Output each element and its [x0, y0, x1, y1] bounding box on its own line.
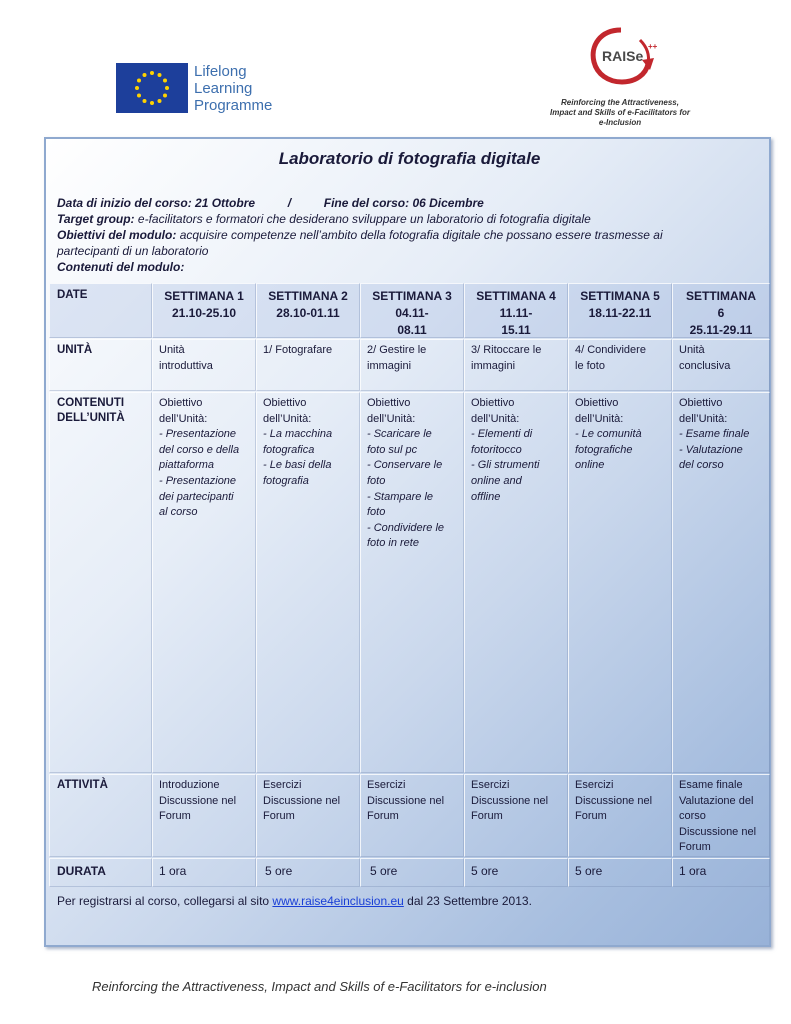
content-objective-line: dell’Unità: — [575, 412, 624, 425]
activity-line: Discussione nel — [159, 794, 237, 807]
content-objective-line: Obiettivo — [263, 397, 307, 409]
target-group — [57, 211, 757, 227]
week-1-title: SETTIMANA 1 — [164, 289, 244, 303]
activity-line: Esercizi — [263, 779, 302, 791]
objectives — [57, 227, 757, 243]
week-6-header — [672, 283, 770, 338]
week-4-header — [464, 283, 568, 338]
week-1-duration: 1 ora — [152, 858, 256, 887]
date-separator: / — [287, 196, 292, 210]
content-line: online — [575, 459, 605, 472]
week-3-unit-line-1: 2/ Gestire le — [367, 344, 427, 356]
page-footer: Reinforcing the Attractiveness, Impact and Skills of e-Facilitators for e-inclusion — [92, 979, 547, 994]
week-6-duration: 1 ora — [672, 858, 770, 887]
content-objective-line: dell’Unità: — [159, 412, 208, 425]
row-label-unita: UNITÀ — [49, 339, 152, 391]
course-meta — [57, 195, 757, 275]
course-dates — [57, 195, 757, 211]
content-line: foto sul pc — [367, 443, 418, 456]
week-5-activity — [568, 774, 672, 857]
content-line: foto — [367, 474, 386, 487]
content-line: - Valutazione — [679, 443, 743, 456]
content-line: - Scaricare le — [367, 428, 432, 441]
contents-label-text: Contenuti del modulo: — [57, 260, 185, 274]
content-line: - Stampare le — [367, 490, 434, 503]
content-line: offline — [471, 490, 501, 503]
week-5-unit — [568, 339, 672, 391]
content-line: - Le basi della — [263, 459, 332, 472]
activity-line: Esercizi — [575, 779, 614, 791]
week-2-dates: 28.10-01.11 — [276, 306, 340, 320]
row-label-attivita: ATTIVITÀ — [49, 774, 152, 857]
content-objective-line: Obiettivo — [575, 397, 619, 409]
eu-flag-icon — [116, 63, 188, 113]
week-4-dates-start: 11.11- — [499, 306, 533, 320]
activity-line: Forum — [159, 810, 191, 823]
table-row-attivita — [49, 774, 770, 857]
week-4-activity — [464, 774, 568, 857]
content-objective-line: dell’Unità: — [263, 412, 312, 425]
content-line: fotografica — [263, 443, 315, 456]
week-5-duration: 5 ore — [568, 858, 672, 887]
content-line: - Le comunità — [575, 428, 642, 441]
week-5-unit-line-1: 4/ Condividere — [575, 344, 646, 356]
week-5-dates: 18.11-22.11 — [588, 306, 652, 320]
week-5-unit-line-2: le foto — [575, 359, 605, 372]
content-line: - Elementi di — [471, 428, 533, 441]
week-3-title: SETTIMANA 3 — [372, 289, 452, 303]
content-line: - Presentazione — [159, 474, 237, 487]
eu-logo-line-2: Learning — [194, 79, 253, 97]
activity-line: Discussione nel — [471, 794, 549, 807]
row-label-contenuti — [49, 392, 152, 773]
content-line: dei partecipanti — [159, 490, 234, 503]
content-objective-line: Obiettivo — [159, 397, 203, 409]
content-line: fotografiche — [575, 443, 633, 456]
content-line: al corso — [159, 506, 198, 519]
week-1-content — [152, 392, 256, 773]
course-panel — [44, 137, 771, 947]
activity-line: Discussione nel — [263, 794, 341, 807]
row-label-date: DATE — [49, 283, 152, 338]
content-line: fotoritocco — [471, 443, 522, 456]
week-4-duration: 5 ore — [464, 858, 568, 887]
week-2-duration: 5 ore — [256, 858, 360, 887]
week-4-content — [464, 392, 568, 773]
week-3-content — [360, 392, 464, 773]
table-row-date — [49, 283, 770, 338]
week-3-header — [360, 283, 464, 338]
week-6-activity — [672, 774, 770, 857]
content-objective-line: Obiettivo — [679, 397, 723, 409]
week-1-unit-line-2: introduttiva — [159, 359, 213, 372]
week-3-unit — [360, 339, 464, 391]
registration-text: Per registrarsi al corso, collegarsi al sito — [57, 894, 273, 908]
week-2-content — [256, 392, 360, 773]
eu-lifelong-learning-logo — [116, 62, 286, 114]
week-3-duration: 5 ore — [360, 858, 464, 887]
week-6-dates: 25.11-29.11 — [689, 323, 753, 337]
week-2-unit-line-1: 1/ Fotografare — [263, 344, 333, 356]
content-line: del corso — [679, 459, 724, 472]
content-line: - Presentazione — [159, 428, 237, 441]
week-6-number: 6 — [717, 306, 725, 320]
week-6-unit-line-2: conclusiva — [679, 359, 731, 372]
content-line: - Gli strumenti — [471, 459, 540, 472]
activity-line: Forum — [263, 810, 295, 823]
content-line: del corso e della — [159, 443, 240, 456]
week-1-unit-line-1: Unità — [159, 344, 185, 356]
week-6-unit — [672, 339, 770, 391]
week-3-unit-line-2: immagini — [367, 359, 412, 372]
week-1-activity — [152, 774, 256, 857]
content-line: - Conservare le — [367, 459, 443, 472]
activity-line: Introduzione — [159, 779, 220, 791]
activity-line: Valutazione del — [679, 794, 754, 807]
start-value: 21 Ottobre — [195, 196, 256, 210]
registration-link[interactable]: www.raise4einclusion.eu — [272, 894, 404, 908]
eu-logo-line-3: Programme — [194, 96, 273, 114]
objectives-continued: partecipanti di un laboratorio — [57, 244, 209, 258]
raise-tagline-line-2: Impact and Skills of e-Facilitators for — [549, 108, 691, 117]
week-6-unit-line-1: Unità — [679, 344, 705, 356]
activity-line: Forum — [367, 810, 399, 823]
activity-line: Discussione nel — [367, 794, 445, 807]
raise-logo — [540, 26, 700, 132]
week-2-header — [256, 283, 360, 338]
content-objective-line: Obiettivo — [471, 397, 515, 409]
objectives-label: Obiettivi del modulo: — [57, 228, 177, 242]
week-5-content — [568, 392, 672, 773]
table-row-contenuti — [49, 392, 770, 773]
activity-line: Esercizi — [471, 779, 510, 791]
target-value: e-facilitators e formatori che desiderano sviluppare un laboratorio di fotografia digitale — [137, 212, 591, 226]
content-objective-line: dell’Unità: — [679, 412, 728, 425]
end-label: Fine del corso: — [323, 196, 410, 210]
activity-line: corso — [679, 810, 706, 823]
raise-tagline-line-1: Reinforcing the Attractiveness, — [561, 98, 679, 107]
content-line: - La macchina — [263, 428, 333, 441]
week-3-dates-start: 04.11- — [395, 306, 429, 320]
eu-logo-line-1: Lifelong — [194, 62, 247, 80]
week-4-unit — [464, 339, 568, 391]
week-6-content — [672, 392, 770, 773]
activity-line: Esame finale — [679, 779, 743, 791]
end-value: 06 Dicembre — [412, 196, 484, 210]
course-title: Laboratorio di fotografia digitale — [278, 149, 541, 168]
week-2-unit — [256, 339, 360, 391]
raise-wordmark: RAISe — [602, 48, 644, 64]
content-line: foto in rete — [367, 537, 419, 550]
activity-line: Discussione nel — [575, 794, 653, 807]
activity-line: Forum — [471, 810, 503, 823]
objectives-value: acquisire competenze nell’ambito della fotografia digitale che possano essere trasmesse ai — [179, 228, 663, 242]
week-4-title: SETTIMANA 4 — [476, 289, 556, 303]
content-line: - Condividere le — [367, 521, 445, 534]
row-label-contenuti-line-2: DELL’UNITÀ — [57, 412, 125, 424]
week-4-unit-line-1: 3/ Ritoccare le — [471, 344, 542, 356]
week-3-activity — [360, 774, 464, 857]
content-objective-line: Obiettivo — [367, 397, 411, 409]
row-label-durata: DURATA — [49, 858, 152, 887]
week-4-unit-line-2: immagini — [471, 359, 516, 372]
week-1-unit — [152, 339, 256, 391]
week-5-title: SETTIMANA 5 — [580, 289, 660, 303]
week-5-header — [568, 283, 672, 338]
raise-tagline-line-3: e-Inclusion — [598, 118, 642, 127]
target-label: Target group: — [57, 212, 135, 226]
week-6-title: SETTIMANA — [686, 289, 756, 303]
week-2-activity — [256, 774, 360, 857]
table-row-durata — [49, 858, 770, 887]
content-line: online and — [471, 474, 522, 487]
content-line: foto — [367, 506, 386, 519]
activity-line: Forum — [575, 810, 607, 823]
content-objective-line: dell’Unità: — [367, 412, 416, 425]
activity-line: Forum — [679, 841, 711, 854]
content-line: - Esame finale — [679, 428, 750, 441]
content-line: fotografia — [263, 474, 309, 487]
week-3-dates-end: 08.11 — [397, 323, 427, 337]
contents-label — [57, 259, 757, 275]
content-objective-line: dell’Unità: — [471, 412, 520, 425]
row-label-contenuti-line-1: CONTENUTI — [57, 397, 125, 409]
eu-logo-text — [194, 63, 272, 114]
raise-tagline — [540, 98, 700, 128]
content-line: piattaforma — [159, 459, 215, 472]
registration-date: dal 23 Settembre 2013. — [403, 894, 532, 908]
raise-plus: ++ — [648, 42, 658, 51]
start-label: Data di inizio del corso: — [57, 196, 192, 210]
registration-note — [57, 894, 532, 908]
week-1-dates: 21.10-25.10 — [171, 306, 237, 320]
activity-line: Discussione nel — [679, 825, 757, 838]
week-4-dates-end: 15.11 — [501, 323, 531, 337]
table-row-unita — [49, 339, 770, 391]
activity-line: Esercizi — [367, 779, 406, 791]
week-1-header — [152, 283, 256, 338]
week-2-title: SETTIMANA 2 — [268, 289, 348, 303]
